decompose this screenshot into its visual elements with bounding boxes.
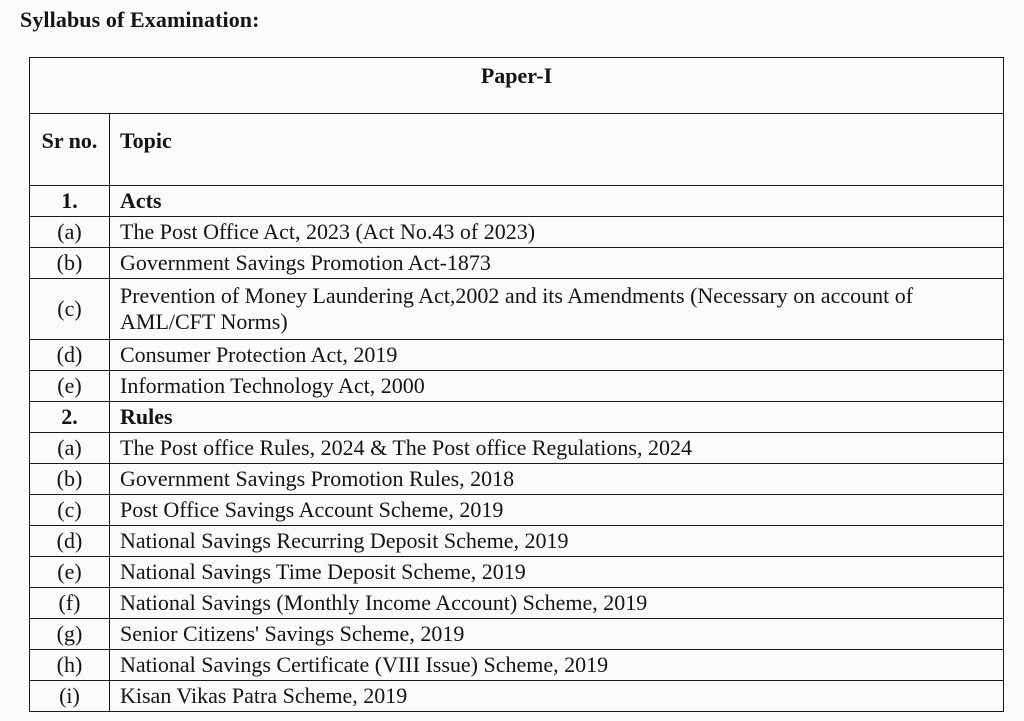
topic-text: The Post office Rules, 2024 & The Post office Regulations, 2024 <box>110 433 1004 464</box>
table-row <box>30 619 1004 650</box>
sr-number: (a) <box>30 217 110 248</box>
topic-text: Post Office Savings Account Scheme, 2019 <box>110 495 1004 526</box>
sr-number: (i) <box>30 681 110 712</box>
table-row <box>30 371 1004 402</box>
table-row <box>30 279 1004 340</box>
topic-text: National Savings (Monthly Income Account) Scheme, 2019 <box>110 588 1004 619</box>
table-row <box>30 495 1004 526</box>
sr-number: 1. <box>30 186 110 217</box>
column-header-sr: Sr no. <box>30 114 110 186</box>
sr-number: (g) <box>30 619 110 650</box>
table-row <box>30 464 1004 495</box>
topic-text: The Post Office Act, 2023 (Act No.43 of 2023) <box>110 217 1004 248</box>
document-heading: Syllabus of Examination: <box>20 7 260 32</box>
table-row <box>30 526 1004 557</box>
table-row <box>30 217 1004 248</box>
sr-number: (c) <box>30 279 110 340</box>
column-header-row <box>30 114 1004 186</box>
table-row <box>30 588 1004 619</box>
table-row <box>30 681 1004 712</box>
sr-number: (h) <box>30 650 110 681</box>
sr-number: (e) <box>30 557 110 588</box>
topic-text: Consumer Protection Act, 2019 <box>110 340 1004 371</box>
section-title: Rules <box>110 402 1004 433</box>
table-row <box>30 557 1004 588</box>
sr-number: (b) <box>30 248 110 279</box>
section-row <box>30 402 1004 433</box>
sr-number: (d) <box>30 340 110 371</box>
topic-text: Kisan Vikas Patra Scheme, 2019 <box>110 681 1004 712</box>
column-header-topic: Topic <box>110 114 1004 186</box>
topic-text: National Savings Time Deposit Scheme, 2019 <box>110 557 1004 588</box>
section-row <box>30 186 1004 217</box>
paper-title: Paper-I <box>30 58 1004 114</box>
paper-title-row <box>30 58 1004 114</box>
topic-text: Prevention of Money Laundering Act,2002 and its Amendments (Necessary on account of AML/CFT Norms) <box>110 279 1004 340</box>
syllabus-table-body <box>30 58 1004 712</box>
topic-text: National Savings Recurring Deposit Scheme, 2019 <box>110 526 1004 557</box>
table-row <box>30 340 1004 371</box>
syllabus-table <box>29 57 1004 712</box>
table-row <box>30 248 1004 279</box>
sr-number: (b) <box>30 464 110 495</box>
topic-text: Government Savings Promotion Rules, 2018 <box>110 464 1004 495</box>
topic-text: Government Savings Promotion Act-1873 <box>110 248 1004 279</box>
sr-number: (a) <box>30 433 110 464</box>
table-row <box>30 433 1004 464</box>
topic-text: Senior Citizens' Savings Scheme, 2019 <box>110 619 1004 650</box>
topic-text: Information Technology Act, 2000 <box>110 371 1004 402</box>
table-row <box>30 650 1004 681</box>
sr-number: (e) <box>30 371 110 402</box>
section-title: Acts <box>110 186 1004 217</box>
topic-text: National Savings Certificate (VIII Issue) Scheme, 2019 <box>110 650 1004 681</box>
sr-number: (d) <box>30 526 110 557</box>
sr-number: 2. <box>30 402 110 433</box>
sr-number: (c) <box>30 495 110 526</box>
sr-number: (f) <box>30 588 110 619</box>
